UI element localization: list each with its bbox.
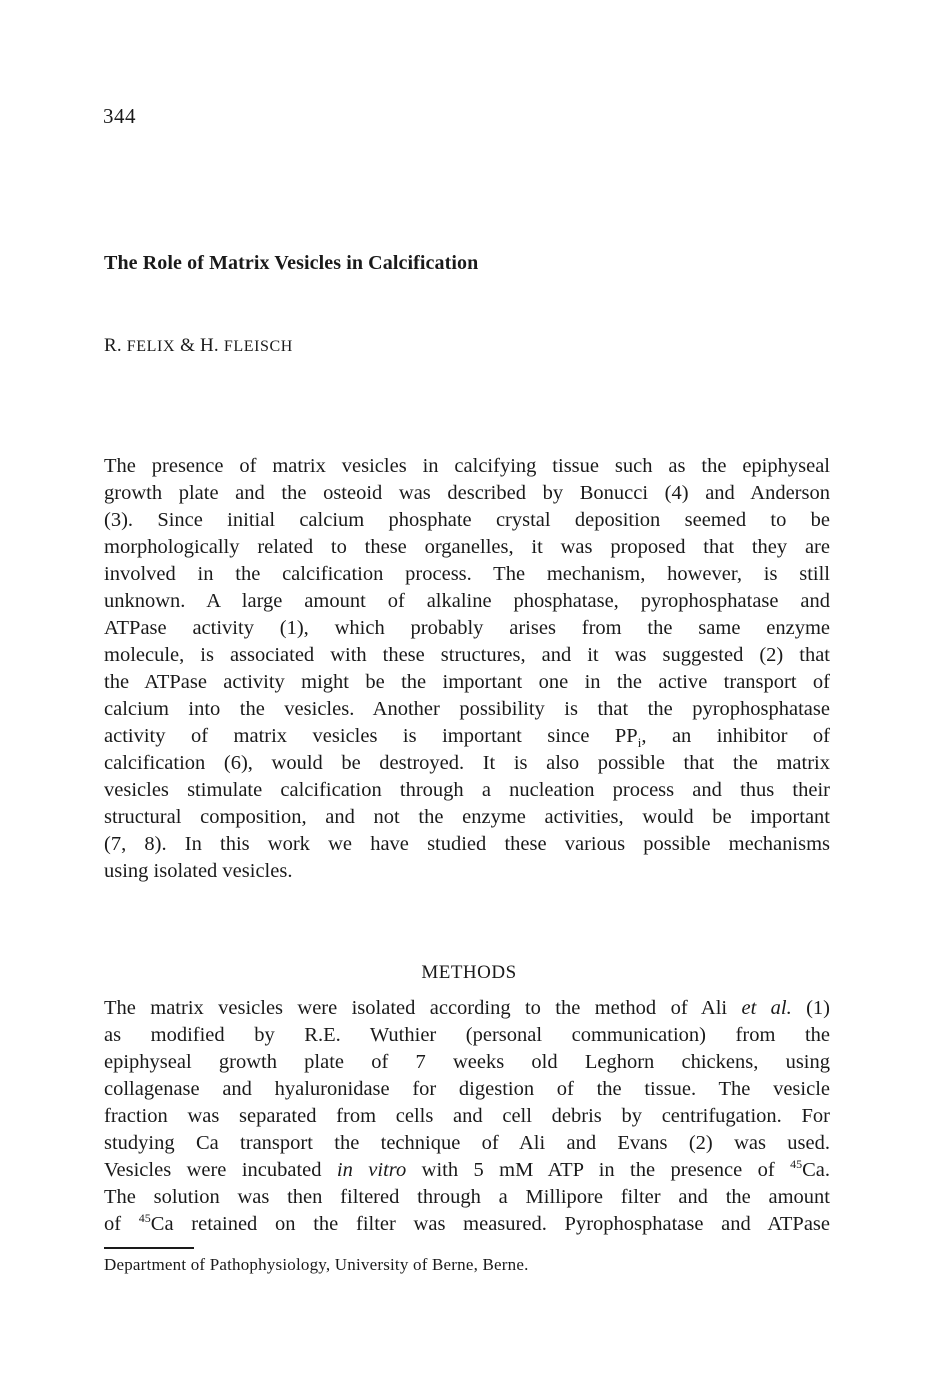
intro-line: the ATPase activity might be the important one in the active transport of (104, 671, 830, 693)
methods-line-text: of (104, 1213, 139, 1235)
methods-paragraph (104, 995, 830, 1238)
author-1-surname: FELIX (126, 338, 176, 355)
authors-line (104, 335, 293, 357)
author-1-initial: R. (104, 335, 122, 356)
intro-line: morphologically related to these organelles, it was proposed that they are (104, 536, 830, 558)
methods-line: The solution was then filtered through a Millipore filter and the amount (104, 1186, 830, 1208)
methods-line: fraction was separated from cells and cell debris by centrifugation. For (104, 1105, 830, 1127)
methods-line-text: with 5 mM ATP in the presence of (406, 1159, 791, 1181)
methods-line-text: Ca. (802, 1159, 830, 1181)
intro-line-ppi (104, 723, 830, 750)
intro-line: unknown. A large amount of alkaline phosphatase, pyrophosphatase and (104, 590, 830, 612)
intro-line: calcium into the vesicles. Another possibility is that the pyrophosphatase (104, 698, 830, 720)
intro-line: The presence of matrix vesicles in calcifying tissue such as the epiphyseal (104, 455, 830, 477)
author-separator: & (180, 335, 196, 356)
methods-line-text: (1) (791, 997, 830, 1019)
methods-line-text: The matrix vesicles were isolated according to the method of Ali (104, 997, 742, 1019)
methods-line: as modified by R.E. Wuthier (personal communication) from the (104, 1024, 830, 1046)
footnote: Department of Pathophysiology, University of Berne, Berne. (104, 1255, 529, 1274)
intro-line: molecule, is associated with these structures, and it was suggested (2) that (104, 644, 830, 666)
italic-et-al: et al. (741, 997, 792, 1019)
intro-paragraph (104, 453, 830, 885)
italic-in-vitro: in vitro (336, 1159, 407, 1181)
methods-line: collagenase and hyaluronidase for digestion of the tissue. The vesicle (104, 1078, 830, 1100)
footnote-rule (104, 1247, 194, 1249)
intro-line: (3). Since initial calcium phosphate crystal deposition seemed to be (104, 509, 830, 531)
intro-line-ppi-after: , an inhibitor of (641, 725, 830, 747)
isotope-superscript: 45 (790, 1157, 803, 1172)
methods-line (104, 995, 830, 1022)
intro-line: using isolated vesicles. (104, 860, 293, 882)
methods-line: epiphyseal growth plate of 7 weeks old Leghorn chickens, using (104, 1051, 830, 1073)
methods-line (104, 1157, 830, 1184)
intro-line: structural composition, and not the enzyme activities, would be important (104, 806, 830, 828)
page-number: 344 (103, 104, 136, 128)
intro-line: growth plate and the osteoid was described by Bonucci (4) and Anderson (104, 482, 830, 504)
article-title: The Role of Matrix Vesicles in Calcification (104, 252, 479, 274)
methods-heading-text: METHODS (421, 962, 517, 983)
intro-line: ATPase activity (1), which probably arises from the same enzyme (104, 617, 830, 639)
subscript-i: i (637, 735, 642, 751)
methods-line: studying Ca transport the technique of Ali and Evans (2) was used. (104, 1132, 830, 1154)
author-2-surname: FLEISCH (223, 338, 293, 355)
methods-heading (0, 962, 938, 984)
methods-line (104, 1211, 830, 1238)
intro-line: calcification (6), would be destroyed. It is also possible that the matrix (104, 752, 830, 774)
author-2-initial: H. (200, 335, 219, 356)
intro-line-ppi-before: activity of matrix vesicles is important since PP (104, 725, 638, 747)
intro-line: (7, 8). In this work we have studied these various possible mechanisms (104, 833, 830, 855)
intro-line: involved in the calcification process. The mechanism, however, is still (104, 563, 830, 585)
methods-line-text: Vesicles were incubated (104, 1159, 337, 1181)
intro-line: vesicles stimulate calcification through a nucleation process and thus their (104, 779, 830, 801)
methods-line-text: Ca retained on the filter was measured. Pyrophosphatase and ATPase (150, 1213, 830, 1235)
isotope-superscript: 45 (138, 1211, 151, 1226)
